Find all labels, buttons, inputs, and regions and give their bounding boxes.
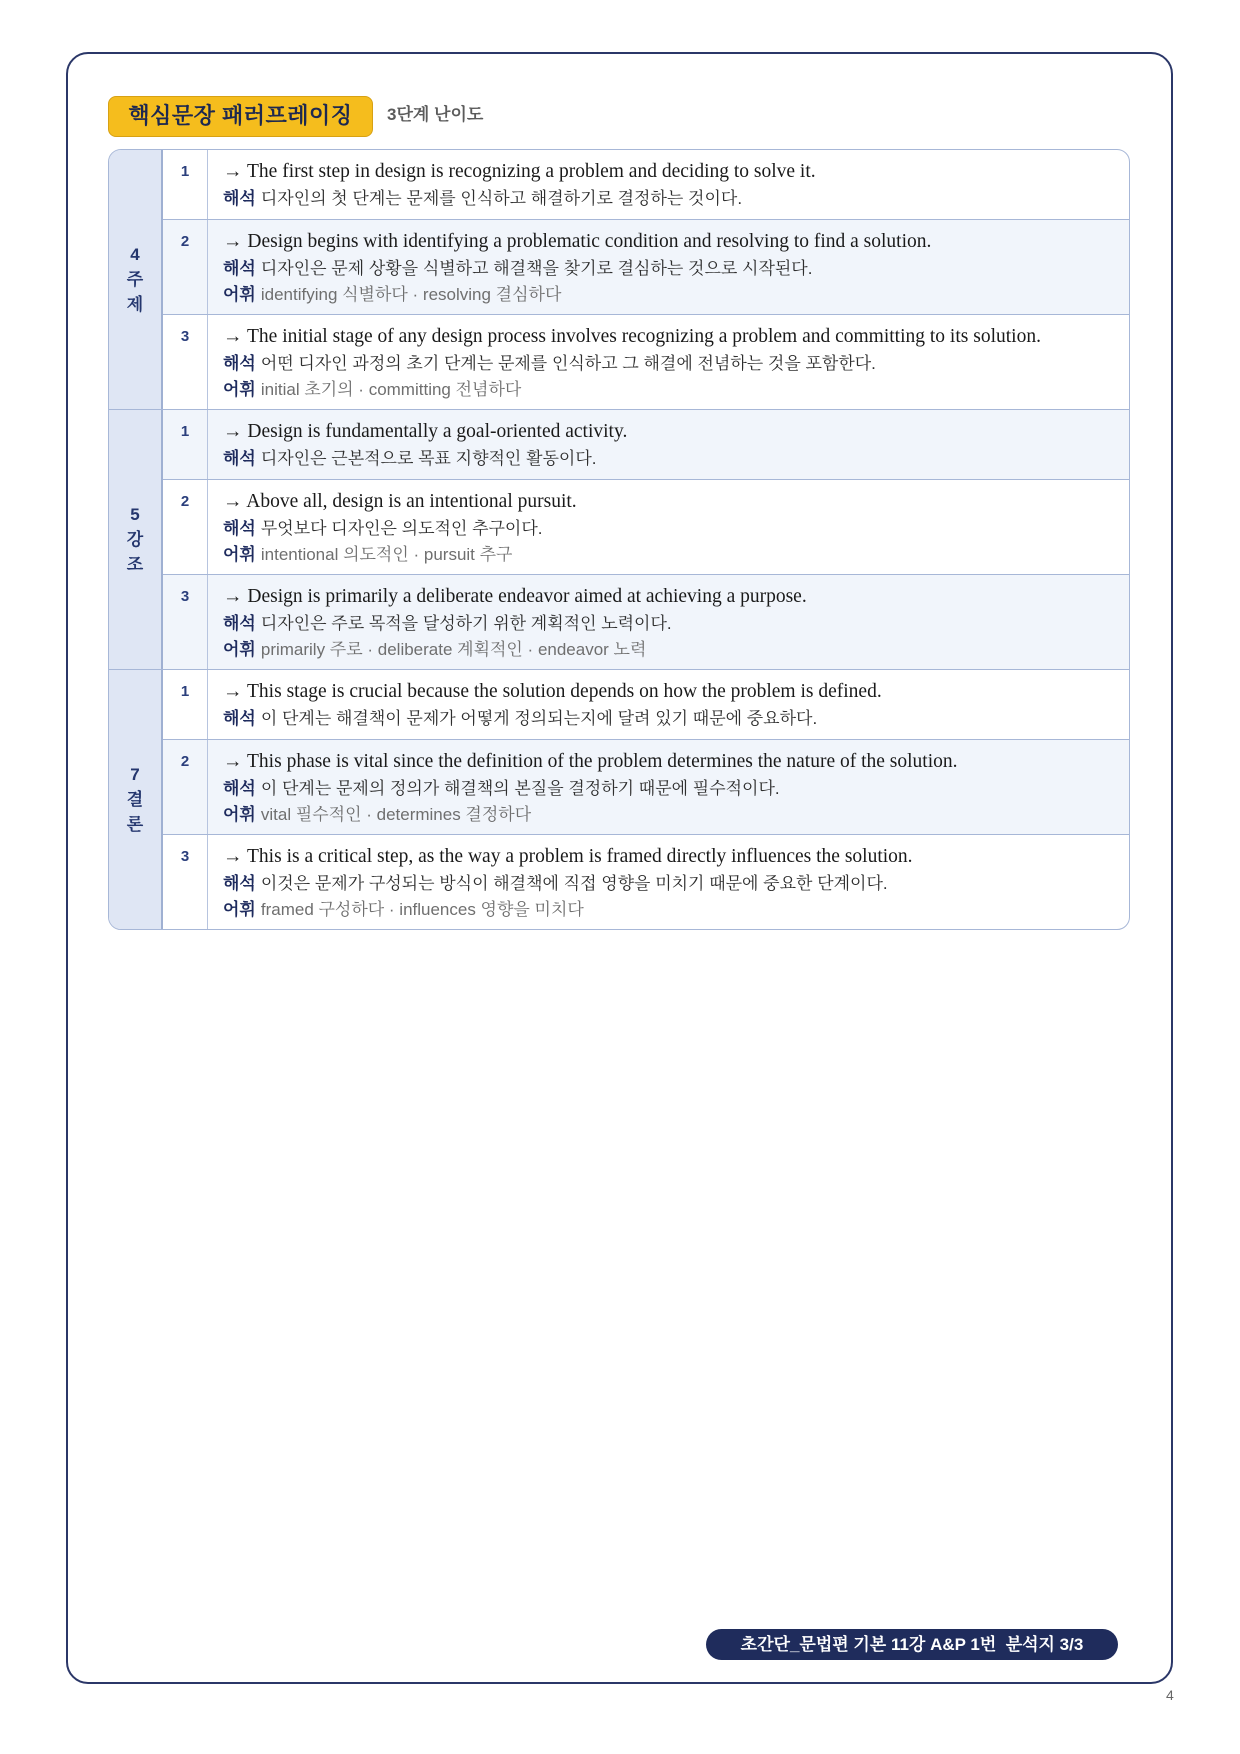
group-title: 주제	[126, 270, 144, 314]
vocab-label: 어휘	[223, 380, 256, 399]
section-title-badge: 핵심문장 패러프레이징	[108, 96, 373, 137]
paraphrase-row	[163, 219, 1129, 314]
group-number: 5	[130, 505, 140, 524]
row-content	[208, 575, 1129, 669]
translation-text: 이 단계는 문제의 정의가 해결책의 본질을 결정하기 때문에 필수적이다.	[260, 778, 780, 798]
vocab-line	[223, 897, 1129, 924]
paraphrase-row	[163, 574, 1129, 669]
row-number: 2	[163, 740, 208, 834]
english-sentence: → The initial stage of any design process involves recognizing a problem and committing to its solution.	[223, 326, 1041, 347]
english-sentence: → This stage is crucial because the solution depends on how the problem is defined.	[223, 681, 882, 702]
vocab-line	[223, 802, 1129, 829]
paraphrase-row	[163, 150, 1129, 219]
translation-line	[223, 611, 1129, 638]
translation-line	[223, 516, 1129, 543]
translation-line	[223, 871, 1129, 898]
group-rows	[163, 410, 1129, 669]
paraphrase-table	[108, 149, 1130, 930]
paraphrase-row	[163, 739, 1129, 834]
paraphrase-row	[163, 834, 1129, 929]
paraphrase-row	[163, 670, 1129, 739]
row-number: 2	[163, 480, 208, 574]
difficulty-label: 3단계 난이도	[387, 105, 484, 124]
translation-label: 해석	[223, 518, 256, 538]
paraphrase-row	[163, 410, 1129, 479]
translation-line	[223, 706, 1129, 733]
vocab-line	[223, 282, 1129, 309]
group-rows	[163, 150, 1129, 409]
row-content	[208, 740, 1129, 834]
translation-text: 어떤 디자인 과정의 초기 단계는 문제를 인식하고 그 해결에 전념하는 것을 포함한다.	[260, 353, 876, 373]
vocab-line	[223, 637, 1129, 664]
translation-line	[223, 446, 1129, 473]
row-number: 2	[163, 220, 208, 314]
vocab-text: intentional 의도적인 · pursuit 추구	[260, 545, 513, 564]
row-content	[208, 835, 1129, 929]
translation-label: 해석	[223, 708, 256, 728]
row-number: 3	[163, 835, 208, 929]
vocab-line	[223, 377, 1129, 404]
translation-text: 디자인은 문제 상황을 식별하고 해결책을 찾기로 결심하는 것으로 시작된다.	[260, 258, 813, 278]
translation-label: 해석	[223, 613, 256, 633]
english-sentence: → Design is primarily a deliberate endeavor aimed at achieving a purpose.	[223, 586, 807, 607]
translation-text: 이 단계는 해결책이 문제가 어떻게 정의되는지에 달려 있기 때문에 중요하다.	[260, 708, 818, 728]
row-content	[208, 480, 1129, 574]
english-sentence: → This is a critical step, as the way a problem is framed directly influences the solution.	[223, 846, 913, 867]
translation-text: 이것은 문제가 구성되는 방식이 해결책에 직접 영향을 미치기 때문에 중요한 단계이다.	[260, 873, 888, 893]
row-content	[208, 410, 1129, 479]
vocab-text: vital 필수적인 · determines 결정하다	[260, 805, 532, 824]
translation-label: 해석	[223, 258, 256, 278]
worksheet-footer-badge: 초간단_문법편 기본 11강 A&P 1번 분석지 3/3	[706, 1629, 1118, 1660]
translation-label: 해석	[223, 188, 256, 208]
translation-label: 해석	[223, 873, 256, 893]
group-conclusion	[109, 669, 1129, 929]
vocab-label: 어휘	[223, 900, 256, 919]
english-sentence: → Above all, design is an intentional pursuit.	[223, 491, 577, 512]
group-number: 7	[130, 765, 140, 784]
row-number: 3	[163, 575, 208, 669]
group-label	[109, 670, 163, 929]
translation-label: 해석	[223, 448, 256, 468]
translation-line	[223, 351, 1129, 378]
translation-label: 해석	[223, 778, 256, 798]
row-content	[208, 315, 1129, 409]
row-content	[208, 150, 1129, 219]
vocab-text: identifying 식별하다 · resolving 결심하다	[260, 285, 562, 304]
translation-text: 디자인은 근본적으로 목표 지향적인 활동이다.	[260, 448, 597, 468]
vocab-text: initial 초기의 · committing 전념하다	[260, 380, 522, 399]
group-emphasis	[109, 409, 1129, 669]
english-sentence: → Design is fundamentally a goal-oriented activity.	[223, 421, 628, 442]
vocab-label: 어휘	[223, 805, 256, 824]
row-content	[208, 220, 1129, 314]
translation-line	[223, 186, 1129, 213]
translation-text: 무엇보다 디자인은 의도적인 추구이다.	[260, 518, 543, 538]
group-title: 강조	[126, 530, 144, 574]
row-number: 1	[163, 670, 208, 739]
vocab-line	[223, 542, 1129, 569]
group-label	[109, 410, 163, 669]
translation-text: 디자인의 첫 단계는 문제를 인식하고 해결하기로 결정하는 것이다.	[260, 188, 743, 208]
row-number: 1	[163, 410, 208, 479]
translation-line	[223, 776, 1129, 803]
group-number: 4	[130, 245, 140, 264]
english-sentence: → The first step in design is recognizing a problem and deciding to solve it.	[223, 161, 816, 182]
paraphrase-row	[163, 314, 1129, 409]
group-theme	[109, 150, 1129, 409]
page-number: 4	[1166, 1687, 1174, 1703]
row-number: 1	[163, 150, 208, 219]
group-rows	[163, 670, 1129, 929]
english-sentence: → This phase is vital since the definition of the problem determines the nature of the solution.	[223, 751, 958, 772]
translation-line	[223, 256, 1129, 283]
group-label	[109, 150, 163, 409]
translation-label: 해석	[223, 353, 256, 373]
vocab-text: framed 구성하다 · influences 영향을 미치다	[260, 900, 584, 919]
vocab-text: primarily 주로 · deliberate 계획적인 · endeavor 노력	[260, 640, 647, 659]
row-content	[208, 670, 1129, 739]
translation-text: 디자인은 주로 목적을 달성하기 위한 계획적인 노력이다.	[260, 613, 672, 633]
paraphrase-row	[163, 479, 1129, 574]
english-sentence: → Design begins with identifying a problematic condition and resolving to find a solution.	[223, 231, 932, 252]
vocab-label: 어휘	[223, 640, 256, 659]
row-number: 3	[163, 315, 208, 409]
group-title: 결론	[126, 790, 144, 834]
vocab-label: 어휘	[223, 545, 256, 564]
vocab-label: 어휘	[223, 285, 256, 304]
